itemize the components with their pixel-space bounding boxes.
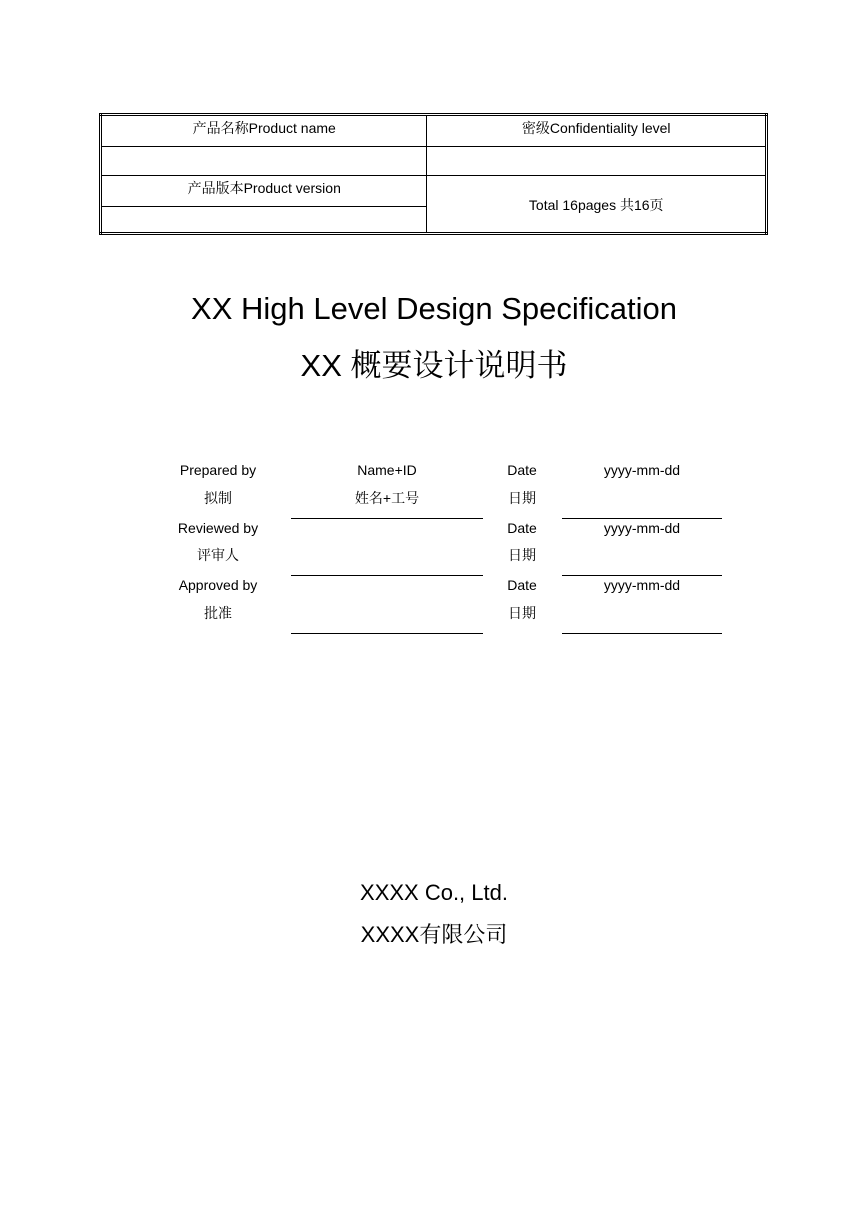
approved-date-line	[562, 633, 722, 634]
approved-date-label-cn: 日期	[508, 605, 536, 621]
document-title-chinese: XX 概要设计说明书	[300, 348, 568, 383]
total-pages: Total 16pages 共16页	[427, 175, 767, 233]
reviewed-by-label-cn: 评审人	[197, 547, 239, 563]
company-name-english: XXXX Co., Ltd.	[360, 880, 508, 905]
company-name-chinese: XXXX有限公司	[360, 922, 508, 947]
reviewed-date-value: yyyy-mm-dd	[603, 520, 681, 536]
document-title-english: XX High Level Design Specification	[191, 291, 677, 326]
approved-date-label: Date	[507, 577, 537, 593]
prepared-date-label-cn: 日期	[508, 490, 536, 506]
approved-by-label: Approved by	[178, 577, 258, 593]
prepared-by-name: Name+ID	[357, 462, 417, 478]
prepared-by-label: Prepared by	[179, 462, 257, 478]
reviewed-name-line	[291, 575, 483, 576]
document-info-table	[99, 113, 768, 235]
product-version-label: 产品版本Product version	[101, 175, 427, 207]
approved-name-line	[291, 633, 483, 634]
product-version-value	[101, 207, 427, 234]
prepared-by-label-cn: 拟制	[204, 490, 232, 506]
product-name-label: 产品名称Product name	[101, 115, 427, 147]
prepared-date-value: yyyy-mm-dd	[603, 462, 681, 478]
prepared-by-name-cn: 姓名+工号	[354, 490, 420, 506]
reviewed-date-label: Date	[507, 520, 537, 536]
approved-date-value: yyyy-mm-dd	[603, 577, 681, 593]
confidentiality-value	[427, 146, 767, 175]
confidentiality-label: 密级Confidentiality level	[427, 115, 767, 147]
product-name-value	[101, 146, 427, 175]
reviewed-by-label: Reviewed by	[177, 520, 259, 536]
reviewed-date-label-cn: 日期	[508, 547, 536, 563]
approved-by-label-cn: 批准	[204, 605, 232, 621]
prepared-name-line	[291, 518, 483, 519]
prepared-date-label: Date	[507, 462, 537, 478]
